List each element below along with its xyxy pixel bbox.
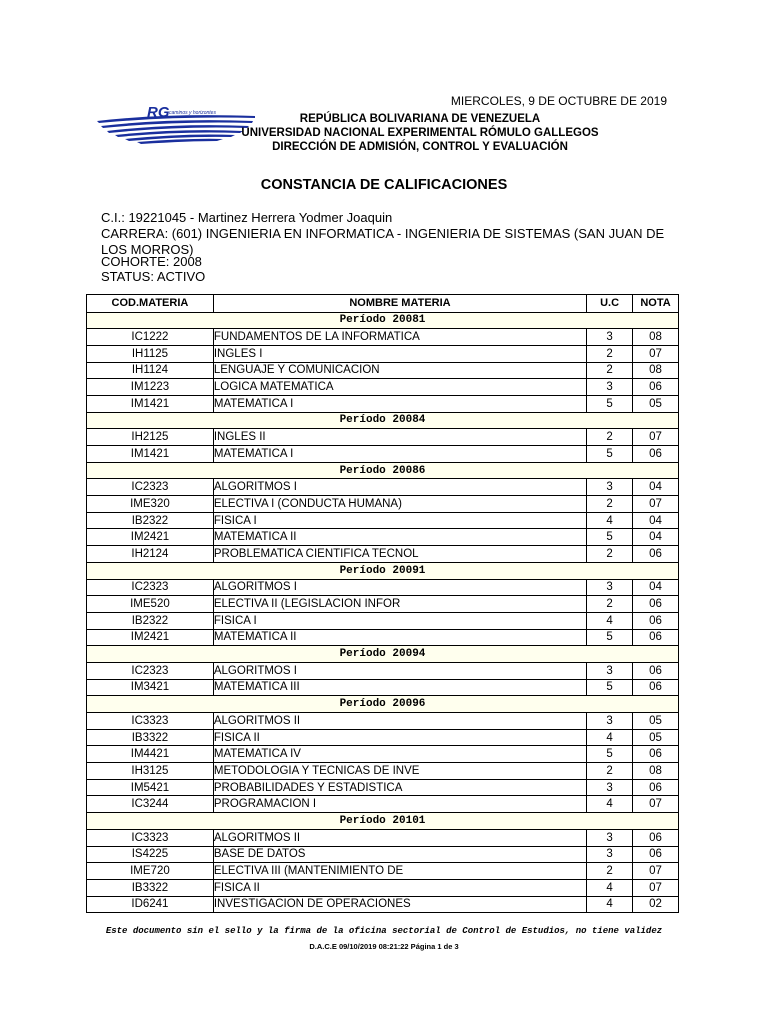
course-code: IM1223: [87, 379, 214, 396]
table-row: [87, 529, 679, 546]
course-code: IM1421: [87, 395, 214, 412]
table-row: [87, 596, 679, 613]
course-code: IC2323: [87, 479, 214, 496]
course-grade: 06: [633, 779, 679, 796]
institution-line-1: REPÚBLICA BOLIVARIANA DE VENEZUELA: [299, 113, 541, 125]
course-grade: 05: [633, 395, 679, 412]
table-row: [87, 863, 679, 880]
course-grade: 06: [633, 596, 679, 613]
course-code: IB3322: [87, 729, 214, 746]
course-uc: 3: [587, 329, 633, 346]
logo-mark: RG: [147, 104, 170, 121]
course-name: INVESTIGACION DE OPERACIONES: [213, 896, 586, 913]
course-code: IH2124: [87, 546, 214, 563]
table-row: [87, 763, 679, 780]
course-uc: 5: [587, 529, 633, 546]
course-uc: 2: [587, 763, 633, 780]
period-label: Período 20084: [87, 412, 679, 429]
course-uc: 3: [587, 479, 633, 496]
course-name: MATEMATICA I: [213, 446, 586, 463]
header-uc: U.C: [587, 295, 633, 313]
course-uc: 4: [587, 796, 633, 813]
period-label: Período 20094: [87, 646, 679, 663]
course-grade: 04: [633, 579, 679, 596]
period-label: Período 20096: [87, 696, 679, 713]
period-row: [87, 412, 679, 429]
table-row: [87, 612, 679, 629]
course-grade: 07: [633, 496, 679, 513]
course-grade: 05: [633, 713, 679, 730]
institution-line-2: UNIVERSIDAD NACIONAL EXPERIMENTAL RÓMULO GALLEGOS: [241, 127, 599, 139]
course-name: ALGORITMOS I: [213, 479, 586, 496]
course-uc: 2: [587, 863, 633, 880]
course-name: ALGORITMOS I: [213, 662, 586, 679]
course-grade: 05: [633, 729, 679, 746]
course-uc: 2: [587, 362, 633, 379]
student-ci: C.I.: 19221045 - Martinez Herrera Yodmer Joaquin: [101, 210, 393, 225]
course-code: IME520: [87, 596, 214, 613]
course-name: MATEMATICA III: [213, 679, 586, 696]
course-name: ELECTIVA III (MANTENIMIENTO DE: [213, 863, 586, 880]
period-row: [87, 562, 679, 579]
course-grade: 07: [633, 345, 679, 362]
course-uc: 5: [587, 746, 633, 763]
course-uc: 3: [587, 829, 633, 846]
course-grade: 07: [633, 863, 679, 880]
course-code: IM2421: [87, 529, 214, 546]
course-code: IC3323: [87, 713, 214, 730]
course-grade: 06: [633, 662, 679, 679]
period-label: Período 20101: [87, 813, 679, 830]
document-date: MIERCOLES, 9 DE OCTUBRE DE 2019: [450, 94, 667, 108]
course-code: IH3125: [87, 763, 214, 780]
course-grade: 02: [633, 896, 679, 913]
course-grade: 04: [633, 529, 679, 546]
course-name: ELECTIVA I (CONDUCTA HUMANA): [213, 496, 586, 513]
course-code: IME320: [87, 496, 214, 513]
course-code: IS4225: [87, 846, 214, 863]
course-grade: 06: [633, 846, 679, 863]
table-row: [87, 629, 679, 646]
table-row: [87, 729, 679, 746]
table-row: [87, 345, 679, 362]
course-name: MATEMATICA I: [213, 395, 586, 412]
course-name: PROGRAMACION I: [213, 796, 586, 813]
course-grade: 06: [633, 679, 679, 696]
period-row: [87, 813, 679, 830]
table-row: [87, 429, 679, 446]
course-code: IM3421: [87, 679, 214, 696]
table-row: [87, 579, 679, 596]
course-code: IM1421: [87, 446, 214, 463]
course-code: IC3244: [87, 796, 214, 813]
course-grade: 07: [633, 429, 679, 446]
course-uc: 5: [587, 679, 633, 696]
period-row: [87, 462, 679, 479]
student-cohorte: COHORTE: 2008: [101, 254, 202, 269]
course-code: IH2125: [87, 429, 214, 446]
course-grade: 06: [633, 629, 679, 646]
course-name: PROBLEMATICA CIENTIFICA TECNOL: [213, 546, 586, 563]
course-name: PROBABILIDADES Y ESTADISTICA: [213, 779, 586, 796]
course-name: ALGORITMOS II: [213, 829, 586, 846]
course-code: IH1124: [87, 362, 214, 379]
course-uc: 2: [587, 546, 633, 563]
course-uc: 4: [587, 612, 633, 629]
institution-line-3: DIRECCIÓN DE ADMISIÓN, CONTROL Y EVALUACIÓN: [272, 141, 568, 153]
course-grade: 08: [633, 763, 679, 780]
table-row: [87, 846, 679, 863]
table-row: [87, 329, 679, 346]
course-grade: 06: [633, 379, 679, 396]
course-name: ALGORITMOS II: [213, 713, 586, 730]
course-code: IM2421: [87, 629, 214, 646]
course-name: FISICA II: [213, 729, 586, 746]
period-row: [87, 312, 679, 329]
course-uc: 3: [587, 713, 633, 730]
course-grade: 08: [633, 329, 679, 346]
course-uc: 4: [587, 896, 633, 913]
header-name: NOMBRE MATERIA: [213, 295, 586, 313]
course-uc: 4: [587, 879, 633, 896]
table-row: [87, 546, 679, 563]
period-label: Período 20086: [87, 462, 679, 479]
table-row: [87, 496, 679, 513]
course-name: METODOLOGIA Y TECNICAS DE INVE: [213, 763, 586, 780]
course-code: IB2322: [87, 612, 214, 629]
course-name: MATEMATICA II: [213, 629, 586, 646]
course-name: INGLES I: [213, 345, 586, 362]
course-uc: 3: [587, 662, 633, 679]
table-row: [87, 779, 679, 796]
table-row: [87, 796, 679, 813]
course-name: FISICA I: [213, 512, 586, 529]
header-code: COD.MATERIA: [87, 295, 214, 313]
validity-note: Este documento sin el sello y la firma de la oficina sectorial de Control de Estudios, no tiene validez: [105, 926, 663, 936]
course-uc: 5: [587, 629, 633, 646]
page-meta: D.A.C.E 09/10/2019 08:21:22 Página 1 de 3: [309, 942, 459, 951]
period-label: Período 20091: [87, 562, 679, 579]
course-grade: 06: [633, 446, 679, 463]
course-name: INGLES II: [213, 429, 586, 446]
table-row: [87, 679, 679, 696]
course-grade: 04: [633, 479, 679, 496]
table-row: [87, 879, 679, 896]
course-code: IM4421: [87, 746, 214, 763]
course-name: FUNDAMENTOS DE LA INFORMATICA: [213, 329, 586, 346]
course-grade: 08: [633, 362, 679, 379]
course-code: IB2322: [87, 512, 214, 529]
logo-tagline: caminos y horizontes: [169, 110, 216, 116]
course-name: BASE DE DATOS: [213, 846, 586, 863]
course-grade: 07: [633, 796, 679, 813]
table-row: [87, 896, 679, 913]
course-code: IC2323: [87, 579, 214, 596]
table-row: [87, 362, 679, 379]
course-code: IC3323: [87, 829, 214, 846]
grades-body: [87, 312, 679, 913]
course-name: MATEMATICA II: [213, 529, 586, 546]
table-row: [87, 746, 679, 763]
student-status: STATUS: ACTIVO: [101, 269, 206, 284]
course-name: FISICA I: [213, 612, 586, 629]
course-uc: 2: [587, 496, 633, 513]
course-name: ELECTIVA II (LEGISLACION INFOR: [213, 596, 586, 613]
course-uc: 5: [587, 395, 633, 412]
course-code: IC1222: [87, 329, 214, 346]
course-grade: 06: [633, 612, 679, 629]
period-label: Período 20081: [87, 312, 679, 329]
course-name: FISICA II: [213, 879, 586, 896]
course-uc: 2: [587, 429, 633, 446]
course-code: IME720: [87, 863, 214, 880]
course-grade: 04: [633, 512, 679, 529]
course-code: ID6241: [87, 896, 214, 913]
course-name: MATEMATICA IV: [213, 746, 586, 763]
course-uc: 3: [587, 579, 633, 596]
course-code: IM5421: [87, 779, 214, 796]
course-grade: 07: [633, 879, 679, 896]
course-uc: 4: [587, 729, 633, 746]
course-name: LENGUAJE Y COMUNICACION: [213, 362, 586, 379]
course-uc: 3: [587, 846, 633, 863]
course-name: ALGORITMOS I: [213, 579, 586, 596]
table-row: [87, 479, 679, 496]
course-uc: 3: [587, 379, 633, 396]
course-uc: 2: [587, 596, 633, 613]
table-row: [87, 379, 679, 396]
table-row: [87, 713, 679, 730]
document-title: CONSTANCIA DE CALIFICACIONES: [260, 177, 508, 193]
table-row: [87, 829, 679, 846]
course-code: IH1125: [87, 345, 214, 362]
student-carrera: CARRERA: (601) INGENIERIA EN INFORMATICA - INGENIERIA DE SISTEMAS (SAN JUAN DE LOS MORROS): [101, 226, 665, 257]
course-uc: 3: [587, 779, 633, 796]
course-code: IB3322: [87, 879, 214, 896]
course-uc: 2: [587, 345, 633, 362]
course-name: LOGICA MATEMATICA: [213, 379, 586, 396]
course-grade: 06: [633, 546, 679, 563]
course-code: IC2323: [87, 662, 214, 679]
course-grade: 06: [633, 746, 679, 763]
table-row: [87, 662, 679, 679]
course-grade: 06: [633, 829, 679, 846]
course-uc: 5: [587, 446, 633, 463]
header-nota: NOTA: [633, 295, 679, 313]
grades-table: [86, 294, 679, 913]
period-row: [87, 696, 679, 713]
table-header-row: [87, 295, 679, 313]
table-row: [87, 512, 679, 529]
course-uc: 4: [587, 512, 633, 529]
table-row: [87, 446, 679, 463]
period-row: [87, 646, 679, 663]
table-row: [87, 395, 679, 412]
